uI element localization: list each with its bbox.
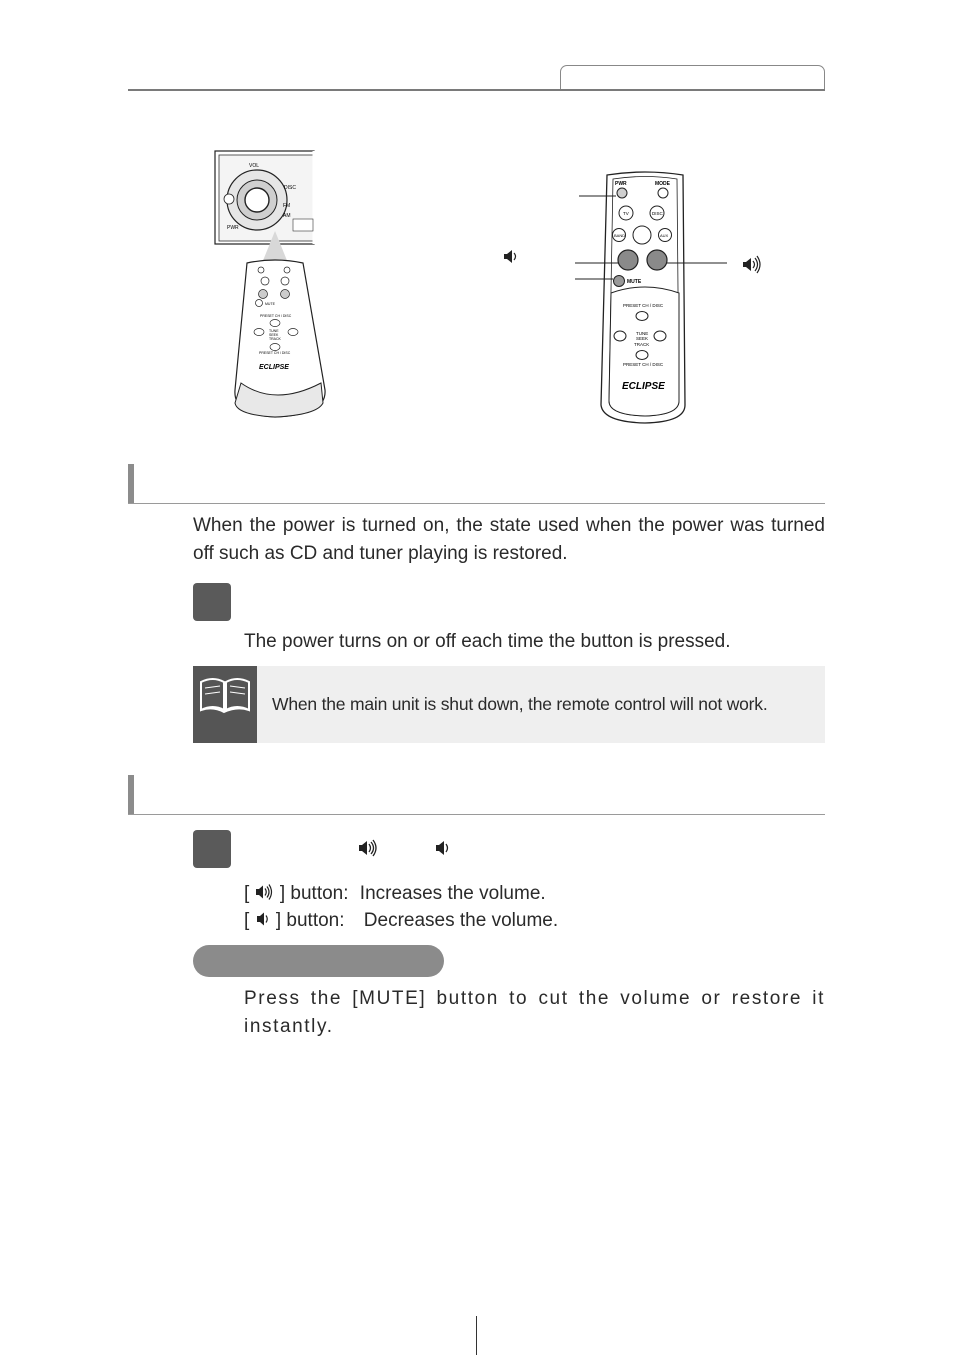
bracket-close: ] button: [279,883,349,904]
small-remote-brand: ECLIPSE [259,364,289,371]
head-unit-pwr-label: PWR [227,225,239,231]
remote-mute-label: MUTE [627,279,642,285]
small-remote-seek: SEEK [269,333,279,337]
power-section-rule [128,503,825,504]
speaker-low-callout-icon [504,250,516,263]
bracket-open: [ [244,883,250,904]
volume-section-rule [128,814,825,815]
speaker-high-icon [358,838,380,858]
speaker-high-icon [255,883,275,901]
speaker-low-icon [435,838,453,858]
remote-preset-bottom: PRESET CH / DISC [623,362,664,367]
volume-down-line [244,907,558,935]
mute-subheading-pill [193,945,444,977]
remote-illustration [495,165,775,430]
volume-section-bar [128,775,134,815]
header-tab [560,65,825,90]
remote-track: TRACK [634,342,650,347]
book-icon [193,666,257,743]
remote-brand: ECLIPSE [622,381,665,392]
header-rule [128,89,825,91]
remote-seek: SEEK [636,336,649,341]
volume-down-desc: Decreases the volume. [363,910,559,931]
remote-band-label: BAND [614,233,626,238]
remote-preset-top: PRESET CH / DISC [623,303,664,308]
remote-tv-label: TV [623,211,629,216]
step-marker [193,583,231,621]
speaker-high-callout-icon [743,256,760,273]
small-remote-track: TRACK [269,337,281,341]
speaker-low-icon [255,910,271,928]
remote-tune: TUNE [636,331,649,336]
page-divider [476,1316,477,1355]
volume-up-line [244,880,546,908]
note-text: When the main unit is shut down, the remote control will not work. [272,694,768,714]
mute-text: Press the [MUTE] button to cut the volume or restore it instantly. [244,988,825,1037]
bracket-open: [ [244,910,250,931]
bracket-close: ] button: [275,910,345,931]
volume-up-desc: Increases the volume. [359,883,546,904]
head-unit-illustration [205,145,330,425]
power-section-bar [128,464,134,504]
small-remote-tune: TUNE [269,329,279,333]
remote-mode-label: MODE [655,181,670,187]
remote-pwr-label: PWR [615,181,627,187]
head-unit-am-label: AM [283,213,291,219]
head-unit-fm-label: FM [283,203,291,209]
power-step-text: The power turns on or off each time the button is pressed. [244,631,731,652]
head-unit-vol-label: VOL [249,163,260,169]
step-marker [193,830,231,868]
small-remote-preset-bottom: PRESET CH / DISC [259,351,291,355]
power-body-text: When the power is turned on, the state used when the power was turned off such as CD and tuner playing is restored. [193,515,825,564]
remote-disc-label: DISC [652,211,663,216]
remote-aux-label: AUX [660,233,669,238]
note-icon-bg [193,666,257,743]
head-unit-disc-label: DISC [284,185,296,191]
small-remote-preset-top: PRESET CH / DISC [260,314,292,318]
small-remote-mute-label: MUTE [265,302,275,306]
